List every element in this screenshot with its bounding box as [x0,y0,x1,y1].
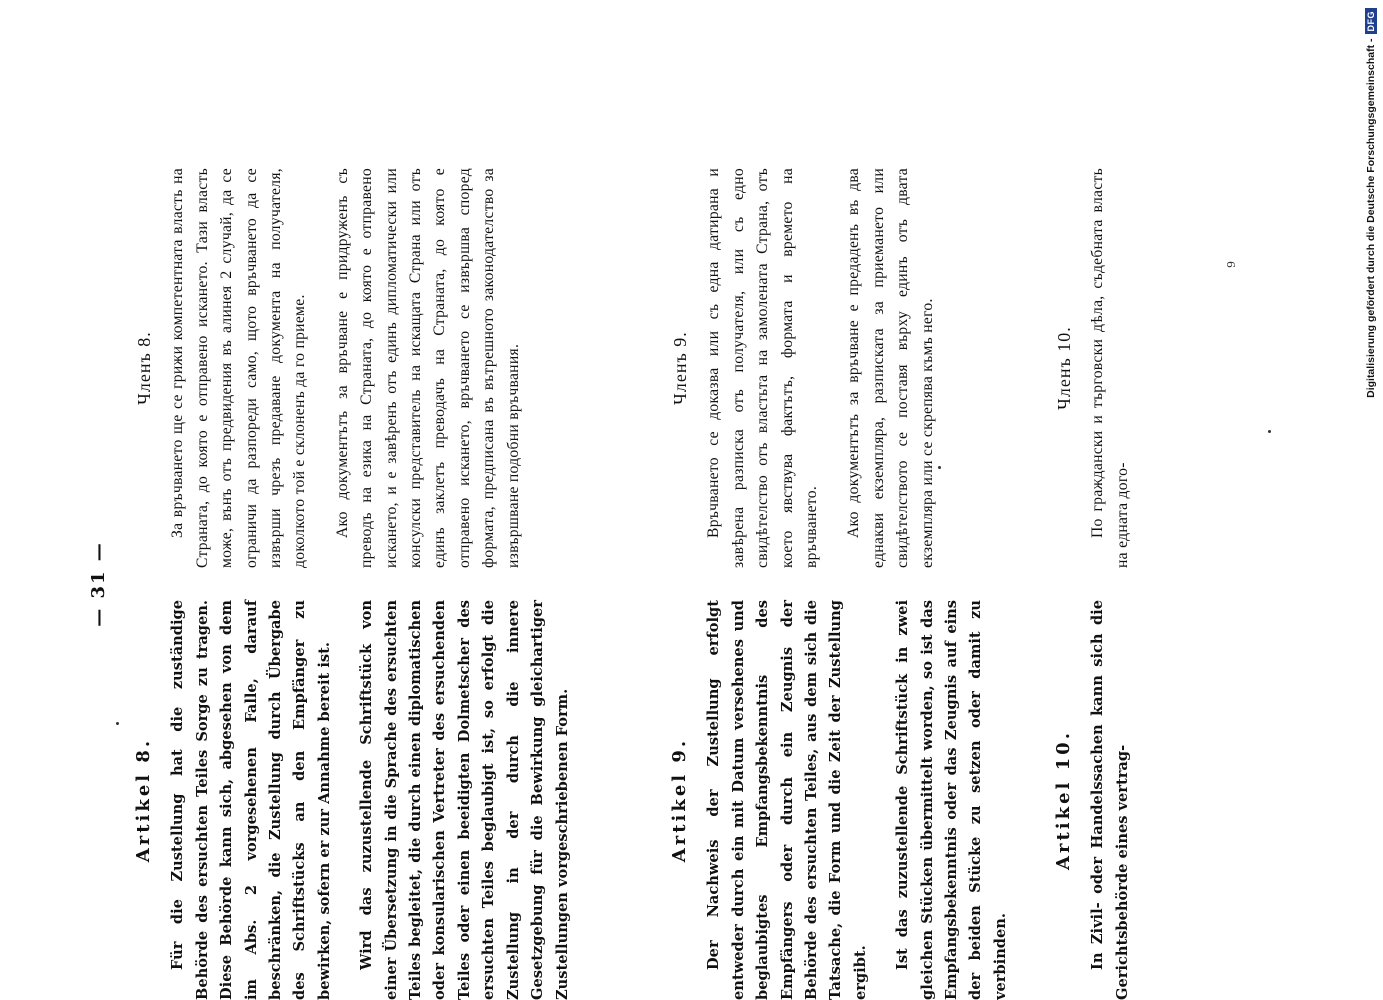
bulgarian-heading-article-9: Членъ 9. [670,331,690,405]
scan-speck [938,466,941,469]
scan-speck [1268,430,1271,433]
german-column-article-8 [132,600,575,1000]
german-paragraph: Wird das zuzustellende Schriftstück von einer Übersetzung in die Sprache des ersuchten Teiles begleitet, die durch einen diplomatischen oder konsularischen Vertreter des ersuchenden Teiles oder einen beeidigten Dolmetscher des ersuchten Teiles beglaubigt ist, so erfolgt die Zustellung in der durch die innere Gesetzgebung für die Bewirkung gleichartiger Zustellungen vorgeschriebenen Form. [358,600,571,1000]
article-row-8 [132,168,575,1000]
bulgarian-paragraph: По граждански и търговски дѣла, съдебната власть на едната дого- [1089,168,1131,568]
bulgarian-heading-article-10: Членъ 10. [1054,326,1074,410]
watermark-text: Digitalisierung gefördert durch die Deutsche Forschungsgemeinschaft - [1365,38,1377,398]
article-row-10 [1052,168,1132,1000]
bulgarian-paragraph: Ако документътъ за връчване е придруженъ съ преводъ на езика на Страната, до която е отправено искането, и е завѣренъ отъ единъ дипломатически или консулски представитель на искащата Страна или отъ единъ заклетъ преводачъ на Страната, до която е отправено искането, връчването се извършва според формата, предписана въ вътрешното законодателство за извършване подобни връчвания. [333,168,522,568]
german-heading-article-10: Artikel 10. [1053,730,1074,870]
german-paragraph: Für die Zustellung hat die zuständige Behörde des ersuchten Teiles Sorge zu tragen. Diese Behörde kann sich, abgesehen von dem im Abs. 2 vorgesehenen Falle, darauf beschränken, die Zustellung durch Übergabe des Schriftstücks an den Empfänger zu bewirken, sofern er zur Annahme bereit ist. [169,600,333,1000]
german-paragraph: Ist das zuzustellende Schriftstück in zwei gleichen Stücken übermittelt worden, so ist das Empfangsbekenntnis oder das Zeugnis auf eins der beiden Stücke zu setzen oder damit zu verbinden. [894,600,1009,1000]
german-paragraph: In Zivil- oder Handelssachen kann sich die Gerichtsbehörde eines vertrag- [1089,600,1131,1000]
bulgarian-column-article-8 [132,168,575,568]
page-number: — 31 — [88,541,109,627]
digitization-watermark [1363,8,1379,398]
german-column-article-10 [1052,600,1132,1000]
article-row-9 [668,168,1013,1000]
bulgarian-column-article-10 [1052,168,1132,568]
bulgarian-paragraph: За връчването ще се грижи компетентната власть на Страната, до която е отправено искането. Тази власть може, вънъ отъ предвидения въ алинея 2 случай, да се ограничи да разпореди само, щото връчването да се извърши чрезъ предаване документа на получателя, доколкото той е склоненъ да го приеме. [169,168,309,568]
document-page [88,168,1238,1000]
bulgarian-paragraph: Ако документътъ за връчване е предаденъ въ два еднакви екземпляра, разписката за приемането или свидѣтелството се поставя върху единъ отъ двата екземпляра или се скрепява къмъ него. [845,168,936,568]
german-heading-article-8: Artikel 8. [133,737,154,863]
bulgarian-heading-article-8: Членъ 8. [134,331,154,405]
german-column-article-9 [668,600,1013,1000]
german-paragraph: Der Nachweis der Zustellung erfolgt entweder durch ein mit Datum versehenes und beglaubigtes Empfangsbekenntnis des Empfängers oder durch ein Zeugnis der Behörde des ersuchten Teiles, aus dem sich die Tatsache, die Form und die Zeit der Zustellung ergibt. [705,600,869,1000]
bulgarian-column-article-9 [668,168,1013,568]
footnote-mark: 9 [1225,261,1238,268]
scan-speck [116,722,119,725]
german-heading-article-9: Artikel 9. [669,737,690,863]
dfg-logo-icon: DFG [1365,8,1377,35]
bulgarian-paragraph: Връчването се доказва или съ една датирана и завѣрена разписка отъ получателя, или съ едно свидѣтелство отъ властьта на замолената Страна, отъ което явствува фактътъ, формата и времето на връчването. [705,168,821,568]
